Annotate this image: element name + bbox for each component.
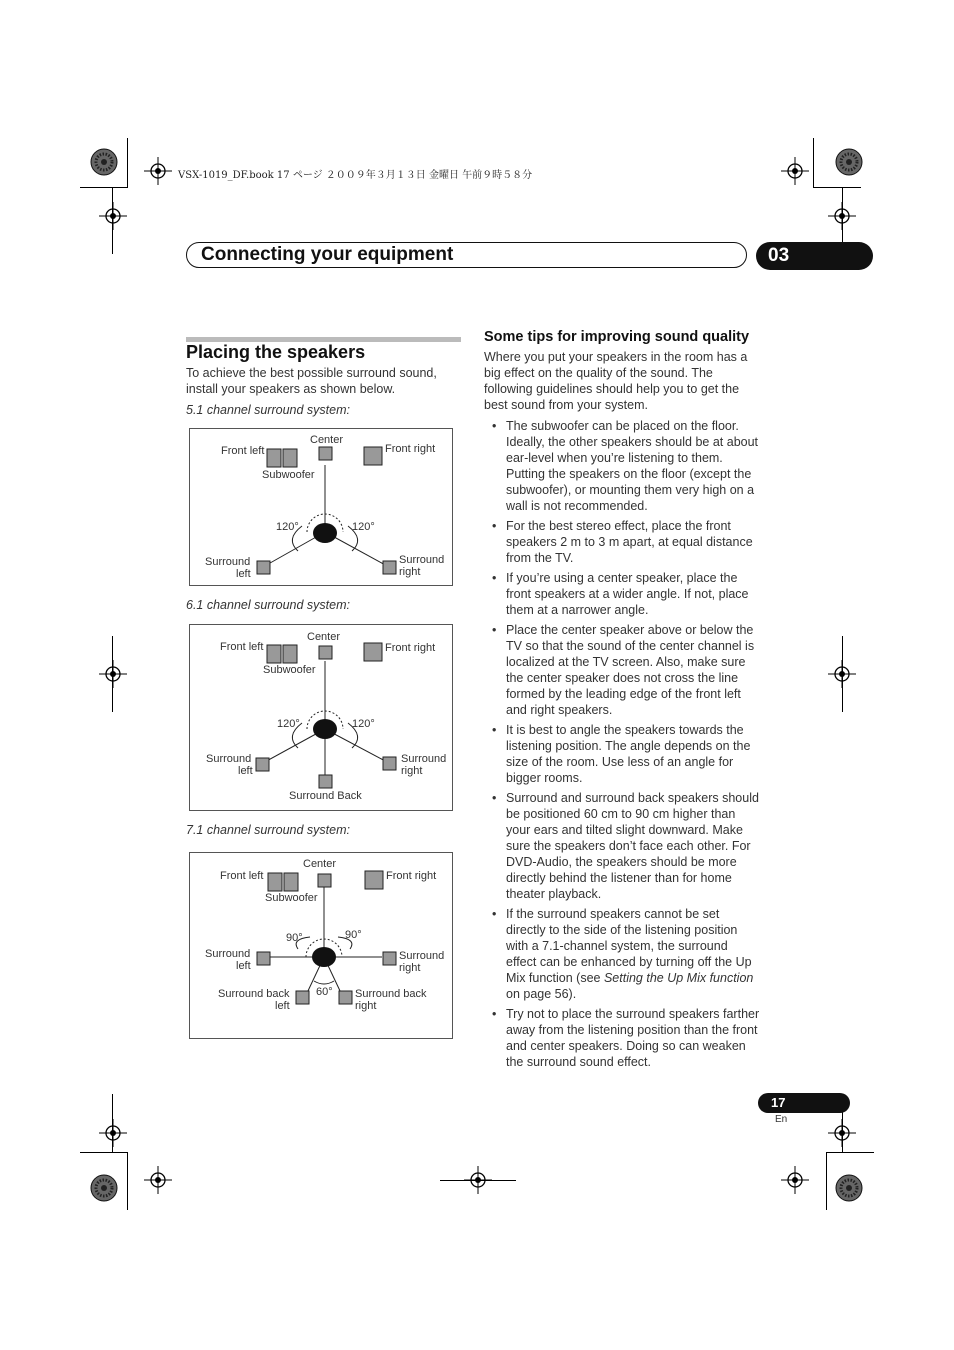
front-left-speaker-b [283,645,297,663]
label-front-left: Front left [220,870,264,882]
diagram-caption-61: 6.1 channel surround system: [186,598,350,612]
label-surround-right-1: Surround [399,950,445,962]
tips-list [484,418,760,1074]
tip-item [484,906,760,1002]
surround-right-speaker [383,952,396,965]
label-angle-back: 60° [316,986,333,998]
label-surround-left-2: left [236,960,251,972]
diagram-caption-51: 5.1 channel surround system: [186,403,350,417]
surround-back-left-speaker [296,991,309,1004]
label-front-right: Front right [385,443,436,455]
label-center: Center [310,434,344,446]
listener-icon [313,523,337,543]
surround-right-speaker [383,561,396,574]
surround-left-speaker [257,952,270,965]
chapter-number: 03 [756,242,873,270]
front-left-speaker-a [268,873,282,891]
label-subwoofer: Subwoofer [262,469,315,481]
label-front-right: Front right [385,642,436,654]
label-angle-left: 90° [286,932,303,944]
label-surround-right-1: Surround [401,753,447,765]
center-speaker [319,447,332,460]
surround-left-speaker [256,758,269,771]
label-angle-right: 120° [352,718,375,730]
label-surround-left-1: Surround [205,948,251,960]
label-subwoofer: Subwoofer [265,892,318,904]
label-surround-back: Surround Back [289,790,362,802]
label-center: Center [303,858,337,870]
tip-item: • For the best stereo effect, place the front speakers 2 m to 3 m apart, at equal distance from the TV. [484,518,760,566]
tip-item: • Try not to place the surround speakers farther away from the listening position than the front and center speakers. Doing so can weaken the surround sound effect. [484,1006,760,1070]
chapter-title: Connecting your equipment [201,244,454,265]
label-center: Center [307,631,341,643]
label-subwoofer: Subwoofer [263,664,316,676]
label-front-left: Front left [220,641,264,653]
label-surround-left-1: Surround [205,556,251,568]
label-surround-back-left-2: left [275,1000,290,1012]
label-surround-right-2: right [399,962,421,974]
surround-right-speaker [383,757,396,770]
label-angle-right: 120° [352,521,375,533]
tip-item: • It is best to angle the speakers towards the listening position. The angle depends on the size of the room. Use less of an angle for bigger rooms. [484,722,760,786]
section-title: Placing the speakers [186,342,366,362]
listener-icon [313,719,337,739]
surround-back-right-speaker [339,991,352,1004]
page-language: En [775,1114,788,1125]
surround-back-speaker [319,775,332,788]
section-intro: To achieve the best possible surround sound, install your speakers as shown below. [186,366,437,396]
chapter-header-bar [186,242,747,268]
tip-item: • The subwoofer can be placed on the floor. Ideally, the other speakers should be at about ear-level when you’re listening to them. Putting the speakers on the floor (except the subwoofer), or mounting them very high on a wall is not recommended. [484,418,760,514]
tips-intro: Where you put your speakers in the room has a big effect on the quality of the sound. The following guidelines should help you to get the best sound from your system. [484,350,748,412]
label-surround-left-2: left [236,568,251,580]
tip-item: • If you’re using a center speaker, place the front speakers at a wider angle. If not, place them at a narrower angle. [484,570,760,618]
front-right-speaker [365,871,383,889]
front-right-speaker [364,643,382,661]
label-surround-back-left-1: Surround back [218,988,290,1000]
label-front-left: Front left [221,445,265,457]
book-meta: VSX-1019_DF.book 17 ページ ２００９年３月１３日 金曜日 午前９時５８分 [178,170,533,181]
page-number: 17 [758,1093,850,1113]
label-surround-right-2: right [401,765,423,777]
front-left-speaker-a [267,449,281,467]
tips-heading: Some tips for improving sound quality [484,329,750,345]
diagram-caption-71: 7.1 channel surround system: [186,823,350,837]
listener-icon [312,947,336,967]
front-left-speaker-b [283,449,297,467]
label-surround-left-1: Surround [206,753,252,765]
tip-text: on page 56). [506,987,577,1001]
speaker-diagram-61 [189,624,453,811]
tip-text: If the surround speakers cannot be set directly to the side of the listening position with a 7.1-channel system, the surround effect can be enhanced by turning off the Up Mix function (see [506,907,752,985]
label-surround-right-2: right [399,566,421,578]
label-angle-right: 90° [345,929,362,941]
cross-reference: Setting the Up Mix function [603,971,754,985]
front-left-speaker-b [284,873,298,891]
tip-item: • Place the center speaker above or below the TV so that the sound of the center channel is localized at the TV screen. Also, make sure the center speaker does not cross the line formed by the leading edge of the front left and right speakers. [484,622,760,718]
tip-item: • Surround and surround back speakers should be positioned 60 cm to 90 cm higher than your ears and tilted slight downward. Make sure the speakers don’t face each other. For DVD-Audio, the speakers should be more directly behind the listener than for home theater playback. [484,790,760,902]
label-surround-right-1: Surround [399,554,445,566]
speaker-diagram-71 [189,852,453,1039]
surround-left-speaker [257,561,270,574]
speaker-diagram-51 [189,428,453,586]
label-front-right: Front right [386,870,437,882]
front-right-speaker [364,447,382,465]
center-speaker [319,646,332,659]
front-left-speaker-a [267,645,281,663]
label-angle-left: 120° [277,718,300,730]
label-angle-left: 120° [276,521,299,533]
label-surround-left-2: left [238,765,253,777]
label-surround-back-right-2: right [355,1000,377,1012]
center-speaker [318,874,331,887]
label-surround-back-right-1: Surround back [355,988,427,1000]
